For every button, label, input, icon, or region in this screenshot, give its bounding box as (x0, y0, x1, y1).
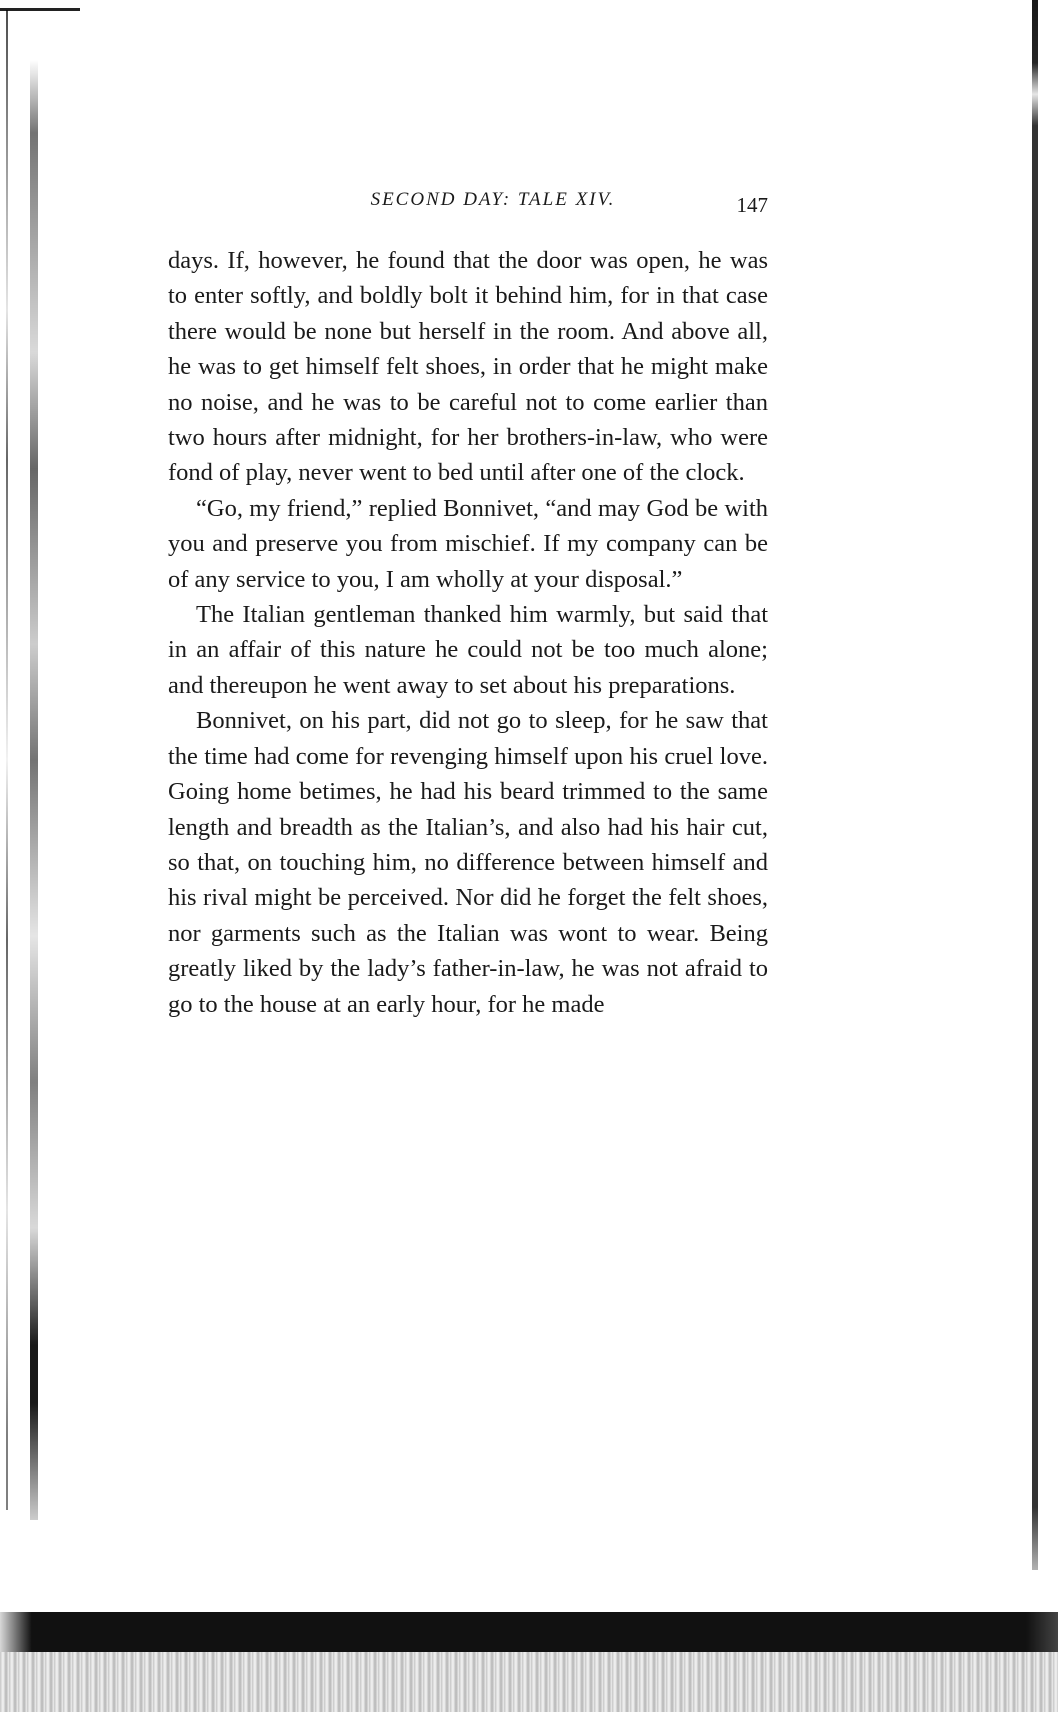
page-number: 147 (736, 193, 768, 217)
paragraph: The Italian gentleman thanked him warmly, but said that in an affair of this nature he could not be too much alone; and thereupon he went away to set about his preparations. (168, 601, 768, 699)
page-header (168, 187, 768, 221)
paragraph: “Go, my friend,” replied Bonnivet, “and may God be with you and preserve you from mischief. If my company can be of any service to you, I am wholly at your disposal.” (168, 494, 768, 593)
scan-edge-bottom (0, 1612, 1058, 1652)
body-text (168, 243, 768, 1022)
scan-edge-bottom-grain (0, 1652, 1058, 1712)
paragraph: Bonnivet, on his part, did not go to sleep, for he saw that the time had come for revenging himself upon his cruel love. Going home betimes, he had his beard trimmed to the same length and breadth as the Italian’s, and also had his hair cut, so that, on touching him, no difference between himself and his rival might be perceived. Nor did he forget the felt shoes, nor garments such as the Italian was wont to wear. Being greatly liked by the lady’s father-in-law, he was not afraid to go to the house at an early hour, for he made (168, 707, 768, 1018)
paragraph: days. If, however, he found that the door was open, he was to enter softly, and boldly bolt it behind him, for in that case there would be none but herself in the room. And above all, he was to get himself felt shoes, in order that he might make no noise, and he was to be careful not to come earlier than two hours after midnight, for her brothers-in-law, who were fond of play, never went to bed until after one of the clock. (168, 247, 768, 487)
scan-edge-top (0, 8, 80, 11)
running-head: SECOND DAY: TALE XIV. (370, 189, 616, 210)
scan-edge-left (30, 60, 38, 1520)
scan-edge-left-outer (6, 10, 8, 1510)
scan-edge-right (1032, 0, 1038, 1570)
